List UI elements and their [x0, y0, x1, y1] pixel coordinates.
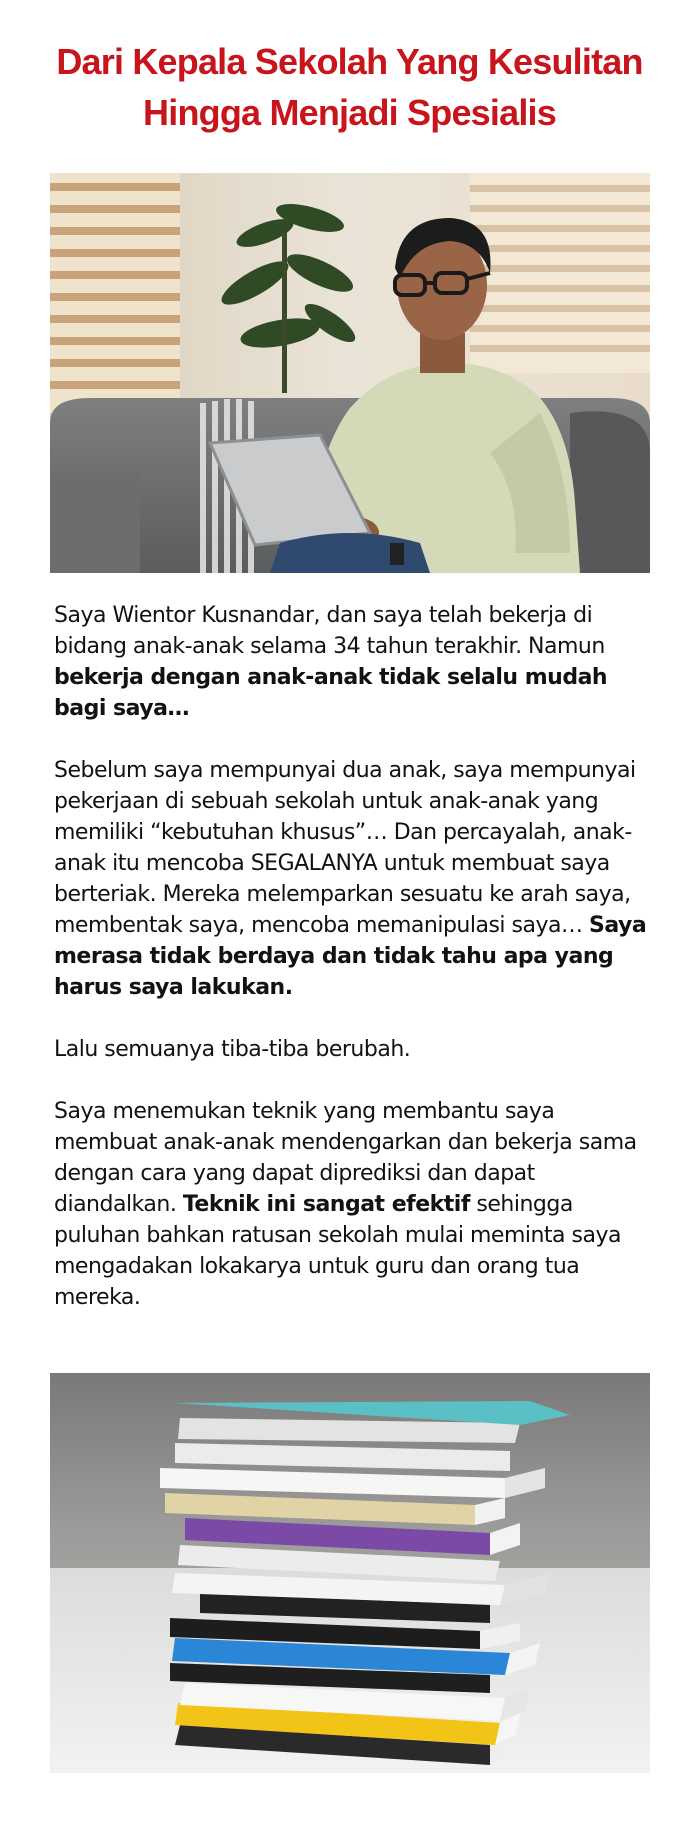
story-p4-bold: Teknik ini sangat efektif	[182, 1192, 470, 1217]
story-paragraph-1: Saya Wientor Kusnandar, dan saya telah bekerja di bidang anak-anak selama 34 tahun terakhir. Namun bekerja dengan anak-anak tidak selalu mudah bagi saya…	[54, 603, 608, 721]
story-paragraph-4: Saya menemukan teknik yang membantu saya membuat anak-anak mendengarkan dan bekerja sama dengan cara yang dapat diprediksi dan dapat diandalkan. Teknik ini sangat efektif sehingga puluhan bahkan ratusan sekolah mulai meminta saya mengadakan lokakarya untuk guru dan orang tua mereka.	[54, 1099, 637, 1310]
books-photo	[50, 1373, 650, 1773]
headline-line-2: Hingga Menjadi Spesialis	[143, 92, 556, 133]
story-paragraph-2: Sebelum saya mempunyai dua anak, saya mempunyai pekerjaan di sebuah sekolah untuk anak-anak yang memiliki “kebutuhan khusus”… Dan percayalah, anak-anak itu mencoba SEGALANYA untuk membuat saya berteriak. Mereka melemparkan sesuatu ke arah saya, membentak saya, mencoba memanipulasi saya… Saya merasa tidak berdaya dan tidak tahu apa yang harus saya lakukan.	[54, 758, 647, 1000]
hero-photo	[50, 173, 650, 573]
story-text	[54, 600, 654, 1313]
story-paragraph-3: Lalu semuanya tiba-tiba berubah.	[54, 1037, 411, 1062]
man-reading-tablet-icon	[50, 173, 650, 573]
page-headline	[20, 36, 679, 138]
story-p2-bold: Saya merasa tidak berdaya dan tidak tahu apa yang harus saya lakukan.	[54, 913, 647, 1000]
story-p1-bold: bekerja dengan anak-anak tidak selalu mudah bagi saya…	[54, 665, 608, 721]
headline-line-1: Dari Kepala Sekolah Yang Kesulitan	[56, 41, 643, 82]
stack-of-books-icon	[50, 1373, 650, 1773]
